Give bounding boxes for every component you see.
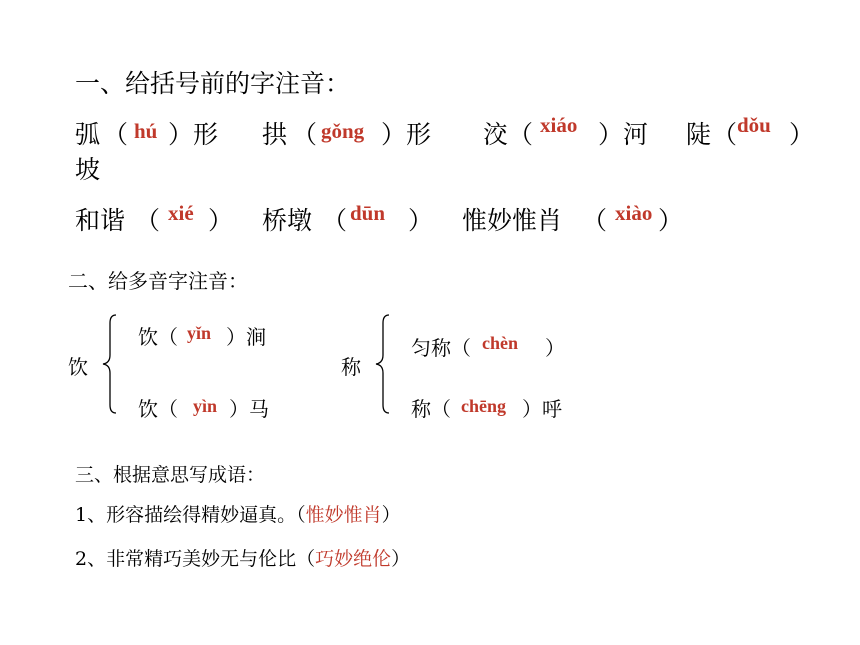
row1-paren-close1: ）形 (168, 120, 219, 149)
row1-char1: 弧 (75, 120, 101, 149)
idiom-question-2-end: ） (391, 548, 411, 570)
row1-paren-open4: （ (712, 120, 738, 149)
row1-paren-close2: ）形 (381, 120, 432, 149)
row2-answer3: xiào (615, 201, 653, 225)
row2-paren-open3: （ (582, 206, 608, 235)
row2-word2: 桥墩 (262, 206, 313, 235)
left-top-suffix: ）涧 (226, 325, 266, 349)
left-bottom-prefix: 饮（ (138, 397, 178, 421)
row1-paren-open2: （ (292, 120, 318, 149)
polyphone-left-char: 饮 (68, 355, 88, 379)
right-bottom-prefix: 称（ (411, 397, 451, 421)
left-top-prefix: 饮（ (138, 325, 178, 349)
left-bottom-answer: yìn (193, 396, 218, 416)
idiom-answer-2: 巧妙绝伦 (315, 548, 392, 570)
right-top-answer: chèn (482, 333, 518, 353)
row1-answer3: xiáo (540, 113, 578, 137)
left-bottom-suffix: ）马 (229, 397, 269, 421)
row1-paren-open1: （ (103, 120, 129, 149)
left-brace-icon (100, 313, 120, 415)
row2-answer1: xié (168, 201, 194, 225)
row2-word3: 惟妙惟肖 (462, 206, 563, 235)
row1-char4: 陡 (686, 120, 712, 149)
row1-paren-close3: ）河 (598, 120, 649, 149)
right-brace-icon (373, 313, 393, 415)
row1-answer1: hú (134, 119, 158, 143)
row2-word1: 和谐 (75, 206, 126, 235)
right-bottom-suffix: ）呼 (522, 397, 562, 421)
idiom-question-2-text: 2、非常精巧美妙无与伦比（ (75, 548, 316, 570)
polyphone-right-char: 称 (341, 355, 361, 379)
row2-paren-close3: ） (658, 206, 684, 235)
section2-title: 二、给多音字注音： (68, 269, 248, 293)
row1-wrap-char: 坡 (75, 155, 101, 184)
row2-paren-open1: （ (135, 206, 161, 235)
row2-paren-open2: （ (322, 206, 348, 235)
idiom-answer-1: 惟妙惟肖 (305, 504, 382, 526)
idiom-question-1-end: ） (381, 504, 401, 526)
idiom-question-1-text: 1、形容描绘得精妙逼真。（ (75, 504, 306, 526)
row1-answer4: dǒu (737, 113, 771, 137)
row2-paren-close1: ） (208, 206, 234, 235)
right-top-suffix: ） (545, 336, 565, 360)
left-top-answer: yǐn (187, 323, 212, 343)
row1-answer2: gǒng (321, 119, 365, 143)
section3-title: 三、根据意思写成语： (75, 464, 266, 486)
row1-char3: 洨 (483, 120, 509, 149)
idiom-question-2 (75, 544, 410, 571)
row1-paren-open3: （ (508, 120, 534, 149)
idiom-question-1 (75, 500, 401, 527)
row1-char2: 拱 (262, 120, 288, 149)
row2-paren-close2: ） (408, 206, 434, 235)
right-bottom-answer: chēng (461, 396, 506, 416)
row1-paren-close4: ） (789, 120, 815, 149)
section1-title: 一、给括号前的字注音： (75, 69, 351, 98)
right-top-prefix: 匀称（ (411, 336, 471, 360)
row2-answer2: dūn (350, 201, 386, 225)
